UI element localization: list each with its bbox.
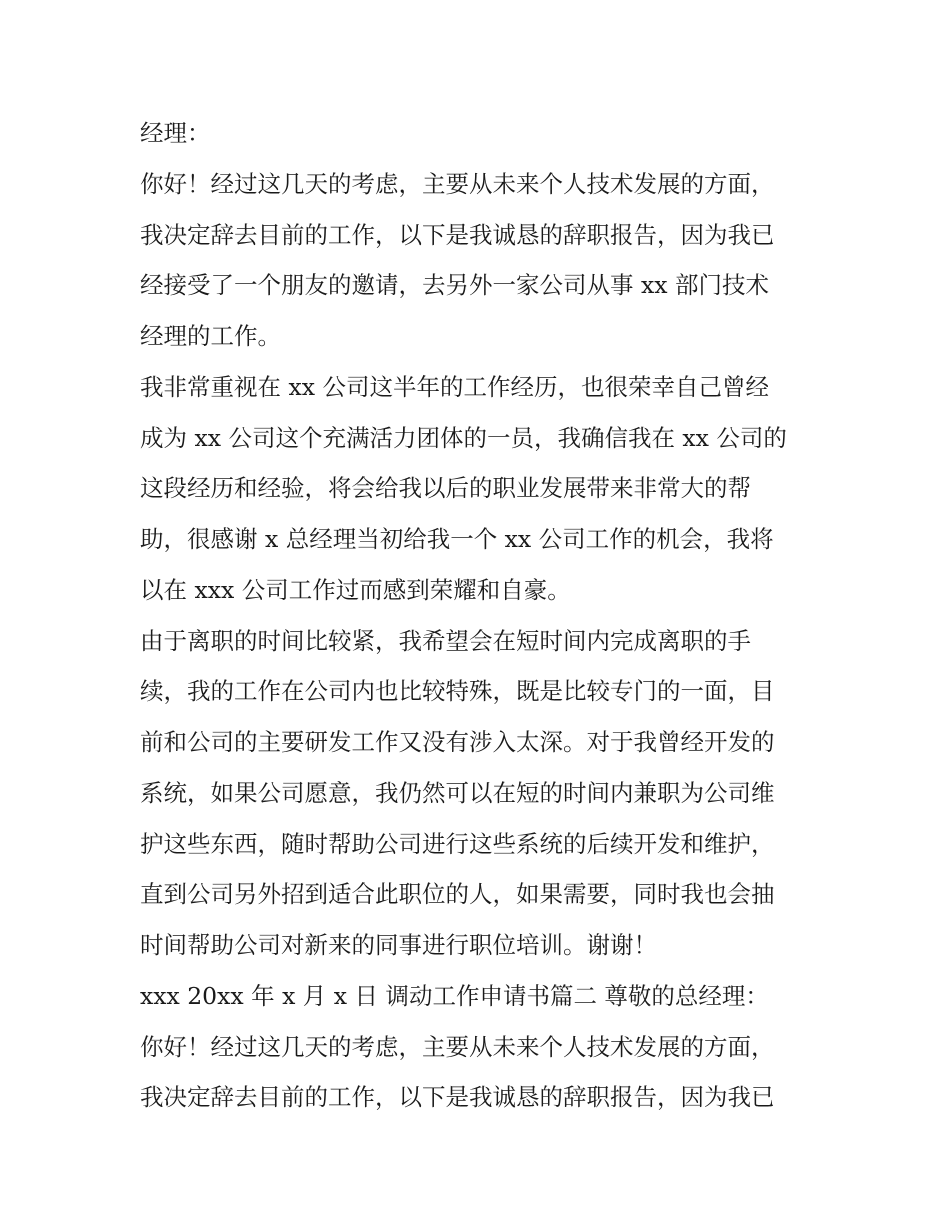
text-line: 系统，如果公司愿意，我仍然可以在短的时间内兼职为公司维	[140, 778, 775, 807]
text-line: xxx 20xx 年 x 月 x 日 调动工作申请书篇二 尊敬的总经理：	[140, 981, 769, 1010]
text-line: 经接受了一个朋友的邀请，去另外一家公司从事 xx 部门技术	[140, 271, 769, 300]
text-line: 续，我的工作在公司内也比较特殊，既是比较专门的一面，目	[140, 677, 775, 706]
text-line: 经理：	[140, 119, 211, 147]
text-line: 时间帮助公司对新来的同事进行职位培训。谢谢！	[140, 931, 657, 959]
text-line: 我非常重视在 xx 公司这半年的工作经历，也很荣幸自己曾经	[140, 372, 769, 401]
text-line: 你好！经过这几天的考虑，主要从未来个人技术发展的方面，	[140, 1032, 775, 1061]
text-line: 以在 xxx 公司工作过而感到荣耀和自豪。	[140, 575, 571, 604]
text-line: 由于离职的时间比较紧，我希望会在短时间内完成离职的手	[140, 626, 751, 655]
text-line: 直到公司另外招到适合此职位的人，如果需要，同时我也会抽	[140, 880, 775, 909]
text-line: 助，很感谢 x 总经理当初给我一个 xx 公司工作的机会，我将	[140, 525, 774, 553]
text-line: 成为 xx 公司这个充满活力团体的一员，我确信我在 xx 公司的	[140, 423, 787, 452]
text-line: 前和公司的主要研发工作又没有涉入太深。对于我曾经开发的	[140, 728, 775, 756]
text-line: 经理的工作。	[140, 322, 281, 350]
text-line: 护这些东西，随时帮助公司进行这些系统的后续开发和维护，	[140, 829, 775, 858]
text-line: 我决定辞去目前的工作，以下是我诚恳的辞职报告，因为我已	[140, 1083, 775, 1112]
text-line: 你好！经过这几天的考虑，主要从未来个人技术发展的方面，	[140, 169, 775, 198]
text-line: 我决定辞去目前的工作，以下是我诚恳的辞职报告，因为我已	[140, 220, 775, 249]
letter-body	[140, 108, 820, 1123]
text-line: 这段经历和经验，将会给我以后的职业发展带来非常大的帮	[140, 474, 751, 503]
